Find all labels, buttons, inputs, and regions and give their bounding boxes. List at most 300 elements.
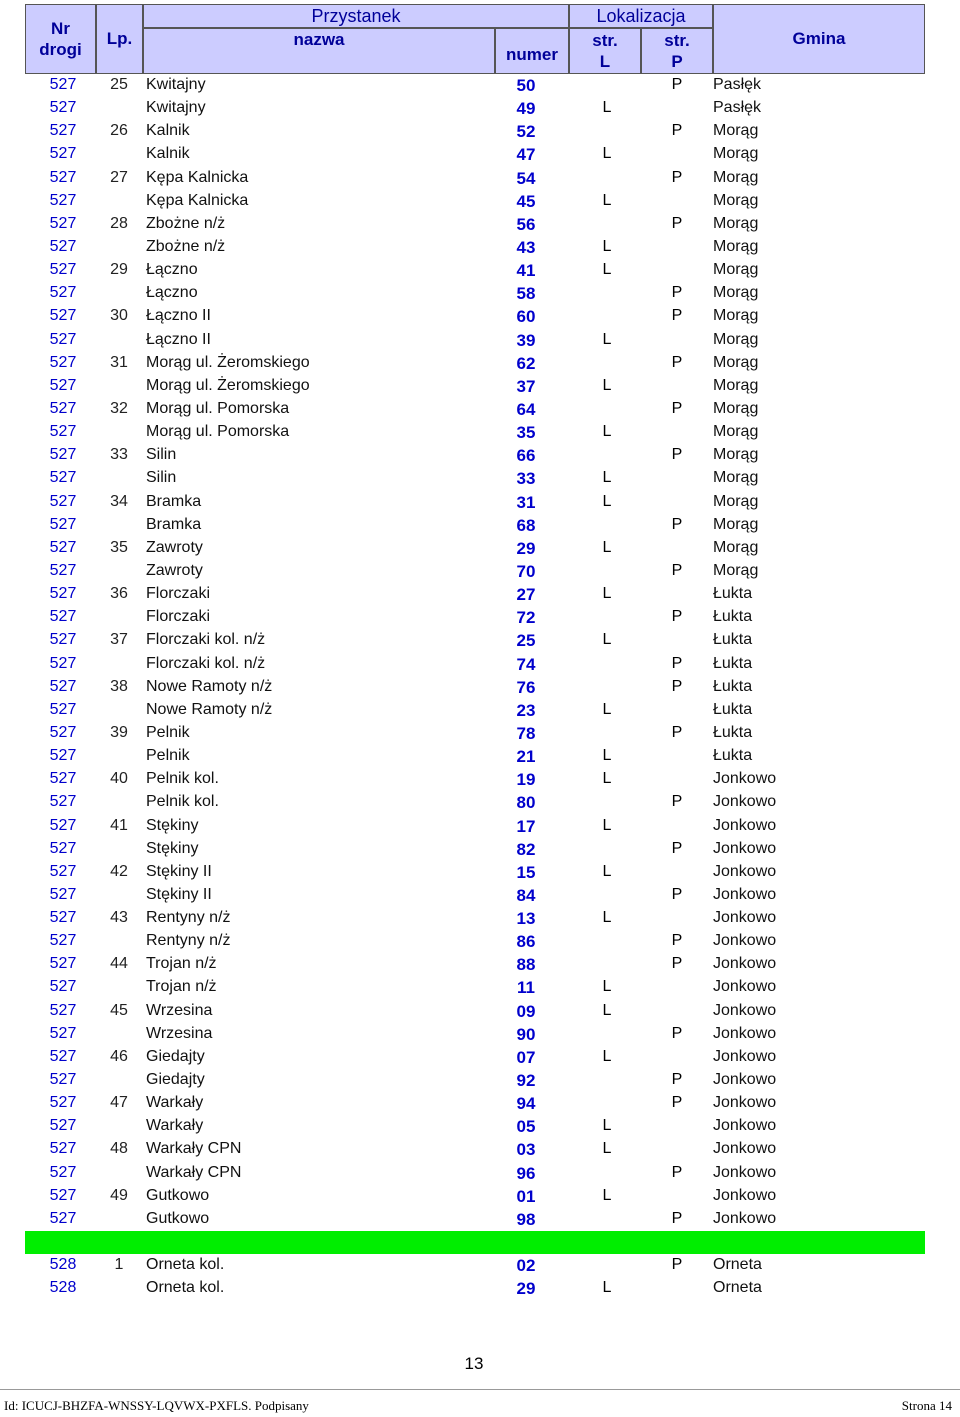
cell-nazwa: Zawroty <box>146 561 203 579</box>
cell-nr-drogi: 527 <box>49 538 77 556</box>
cell-gmina: Morąg <box>713 376 759 394</box>
table-row <box>25 1138 925 1161</box>
cell-nazwa: Morąg ul. Pomorska <box>146 399 290 417</box>
cell-nazwa: Stękiny <box>146 816 199 834</box>
cell-str-l: L <box>602 237 612 255</box>
cell-str-l: L <box>602 770 612 788</box>
cell-str-p: P <box>671 1024 683 1042</box>
cell-nazwa: Pelnik kol. <box>146 770 219 788</box>
table-row <box>25 1069 925 1092</box>
cell-nr-drogi: 527 <box>49 1209 77 1227</box>
cell-nazwa: Silin <box>146 446 177 464</box>
cell-lp: 41 <box>110 816 128 834</box>
cell-nazwa: Wrzesina <box>146 1001 213 1019</box>
cell-str-l: L <box>602 1186 612 1204</box>
cell-numer: 19 <box>516 770 536 790</box>
cell-nr-drogi: 527 <box>49 145 77 163</box>
cell-gmina: Morąg <box>713 122 759 140</box>
cell-numer: 13 <box>516 909 536 929</box>
cell-nr-drogi: 527 <box>49 793 77 811</box>
cell-nazwa: Kępa Kalnicka <box>146 168 249 186</box>
cell-numer: 82 <box>516 839 536 859</box>
cell-nr-drogi: 527 <box>49 1001 77 1019</box>
cell-gmina: Jonkowo <box>713 1001 777 1019</box>
cell-numer: 35 <box>516 423 536 443</box>
cell-nr-drogi: 527 <box>49 932 77 950</box>
road-separator <box>25 1231 925 1254</box>
cell-str-p: P <box>671 284 683 302</box>
cell-nazwa: Bramka <box>146 515 202 533</box>
cell-lp: 43 <box>110 909 128 927</box>
cell-gmina: Łukta <box>713 700 753 718</box>
cell-lp: 28 <box>110 214 128 232</box>
cell-str-p: P <box>671 723 683 741</box>
cell-nr-drogi: 527 <box>49 469 77 487</box>
cell-nr-drogi: 527 <box>49 1094 77 1112</box>
cell-gmina: Jonkowo <box>713 978 777 996</box>
table-row <box>25 930 925 953</box>
cell-nazwa: Stękiny II <box>146 885 212 903</box>
cell-nazwa: Trojan n/ż <box>146 978 217 996</box>
cell-numer: 50 <box>516 76 536 95</box>
cell-nazwa: Florczaki <box>146 608 211 626</box>
cell-gmina: Jonkowo <box>713 1047 777 1065</box>
cell-numer: 01 <box>516 1186 536 1206</box>
cell-nr-drogi: 527 <box>49 191 77 209</box>
table-row <box>25 305 925 328</box>
table-row <box>25 907 925 930</box>
cell-gmina: Łukta <box>713 585 753 603</box>
cell-gmina: Orneta <box>713 1256 762 1274</box>
cell-nr-drogi: 527 <box>49 168 77 186</box>
cell-str-p: P <box>671 353 683 371</box>
cell-gmina: Morąg <box>713 261 759 279</box>
table-row <box>25 329 925 352</box>
cell-str-p: P <box>671 932 683 950</box>
cell-numer: 66 <box>516 446 536 466</box>
cell-str-l: L <box>602 1047 612 1065</box>
cell-numer: 64 <box>516 399 536 419</box>
cell-numer: 68 <box>516 515 536 535</box>
cell-gmina: Jonkowo <box>713 1163 777 1181</box>
cell-str-p: P <box>671 1071 683 1089</box>
cell-numer: 37 <box>516 376 536 396</box>
cell-numer: 54 <box>516 168 536 188</box>
cell-str-l: L <box>602 145 612 163</box>
header-str-l <box>569 28 641 74</box>
table-row <box>25 1254 925 1277</box>
cell-gmina: Jonkowo <box>713 885 777 903</box>
cell-gmina: Jonkowo <box>713 862 777 880</box>
table-row <box>25 653 925 676</box>
table-row <box>25 861 925 884</box>
footer-divider <box>0 1389 960 1390</box>
cell-nr-drogi: 527 <box>49 376 77 394</box>
cell-gmina: Morąg <box>713 168 759 186</box>
table-row <box>25 491 925 514</box>
table-row <box>25 143 925 166</box>
cell-gmina: Jonkowo <box>713 909 777 927</box>
table-row <box>25 976 925 999</box>
cell-lp: 38 <box>110 677 128 695</box>
cell-numer: 58 <box>516 284 536 304</box>
cell-str-l: L <box>602 376 612 394</box>
cell-gmina: Jonkowo <box>713 1024 777 1042</box>
cell-numer: 74 <box>516 654 536 674</box>
cell-str-l: L <box>602 816 612 834</box>
cell-nr-drogi: 527 <box>49 307 77 325</box>
cell-str-p: P <box>671 654 683 672</box>
cell-nr-drogi: 527 <box>49 284 77 302</box>
cell-str-l: L <box>602 1001 612 1019</box>
cell-numer: 88 <box>516 955 536 975</box>
cell-gmina: Łukta <box>713 654 753 672</box>
cell-lp: 42 <box>110 862 128 880</box>
cell-str-l: L <box>602 585 612 603</box>
header-nazwa-spacer <box>143 51 495 74</box>
cell-nr-drogi: 527 <box>49 654 77 672</box>
cell-str-l: L <box>602 469 612 487</box>
cell-nr-drogi: 527 <box>49 1163 77 1181</box>
cell-str-l: L <box>602 631 612 649</box>
cell-nazwa: Giedajty <box>146 1071 205 1089</box>
cell-lp: 49 <box>110 1186 128 1204</box>
cell-numer: 39 <box>516 330 536 350</box>
table-row <box>25 676 925 699</box>
cell-numer: 33 <box>516 469 536 489</box>
cell-nr-drogi: 527 <box>49 399 77 417</box>
cell-numer: 60 <box>516 307 536 327</box>
header-nazwa-label: nazwa <box>293 30 345 50</box>
header-nr-drogi <box>25 4 96 74</box>
cell-str-p: P <box>671 122 683 140</box>
cell-str-p: P <box>671 1256 683 1274</box>
cell-nr-drogi: 527 <box>49 1140 77 1158</box>
cell-nr-drogi: 527 <box>49 747 77 765</box>
cell-nr-drogi: 527 <box>49 677 77 695</box>
cell-gmina: Jonkowo <box>713 839 777 857</box>
cell-gmina: Morąg <box>713 469 759 487</box>
cell-nr-drogi: 527 <box>49 1186 77 1204</box>
cell-nazwa: Orneta kol. <box>146 1256 225 1274</box>
footer-document-id: Id: ICUCJ-BHZFA-WNSSY-LQVWX-PXFLS. Podpisany <box>4 1398 309 1413</box>
cell-lp: 47 <box>110 1094 128 1112</box>
cell-nazwa: Florczaki <box>146 585 211 603</box>
cell-numer: 43 <box>516 237 536 257</box>
stops-table <box>25 4 925 1300</box>
cell-lp: 36 <box>110 585 128 603</box>
cell-nr-drogi: 527 <box>49 608 77 626</box>
cell-nazwa: Kwitajny <box>146 99 206 117</box>
cell-lp: 40 <box>110 770 128 788</box>
cell-str-p: P <box>671 561 683 579</box>
cell-numer: 94 <box>516 1094 536 1114</box>
table-row <box>25 352 925 375</box>
cell-str-l: L <box>602 538 612 556</box>
cell-nazwa: Łączno II <box>146 330 211 348</box>
cell-nr-drogi: 527 <box>49 76 77 93</box>
cell-lp: 44 <box>110 955 128 973</box>
table-row <box>25 884 925 907</box>
header-lokalizacja <box>569 4 713 28</box>
cell-str-p: P <box>671 399 683 417</box>
cell-nr-drogi: 527 <box>49 909 77 927</box>
cell-str-p: P <box>671 677 683 695</box>
cell-str-l: L <box>602 261 612 279</box>
cell-numer: 21 <box>516 747 536 767</box>
table-row <box>25 236 925 259</box>
cell-nazwa: Warkały <box>146 1117 204 1135</box>
table-row <box>25 514 925 537</box>
cell-nr-drogi: 527 <box>49 492 77 510</box>
header-str-l-top: str. <box>592 30 618 50</box>
cell-gmina: Morąg <box>713 561 759 579</box>
cell-numer: 49 <box>516 99 536 119</box>
cell-str-p: P <box>671 214 683 232</box>
table-row <box>25 467 925 490</box>
cell-str-p: P <box>671 885 683 903</box>
cell-numer: 41 <box>516 261 536 281</box>
cell-str-l: L <box>602 1140 612 1158</box>
table-row <box>25 421 925 444</box>
cell-gmina: Pasłęk <box>713 76 762 93</box>
cell-numer: 29 <box>516 538 536 558</box>
table-body <box>25 74 925 1300</box>
cell-lp: 37 <box>110 631 128 649</box>
cell-gmina: Morąg <box>713 237 759 255</box>
table-row <box>25 629 925 652</box>
cell-nr-drogi: 528 <box>49 1279 77 1297</box>
table-row <box>25 560 925 583</box>
table-row <box>25 398 925 421</box>
table-row <box>25 1092 925 1115</box>
cell-gmina: Morąg <box>713 515 759 533</box>
cell-str-p: P <box>671 1209 683 1227</box>
table-row <box>25 282 925 305</box>
cell-lp: 48 <box>110 1140 128 1158</box>
cell-nazwa: Warkały CPN <box>146 1140 242 1158</box>
cell-numer: 72 <box>516 608 536 628</box>
cell-lp: 29 <box>110 261 128 279</box>
cell-numer: 92 <box>516 1071 536 1091</box>
header-lokalizacja-label: Lokalizacja <box>596 5 686 26</box>
cell-numer: 27 <box>516 585 536 605</box>
cell-lp: 25 <box>110 76 128 93</box>
cell-nazwa: Nowe Ramoty n/ż <box>146 677 273 695</box>
header-przystanek <box>143 4 569 28</box>
cell-nazwa: Florczaki kol. n/ż <box>146 654 266 672</box>
table-row <box>25 167 925 190</box>
cell-str-p: P <box>671 446 683 464</box>
cell-lp: 39 <box>110 723 128 741</box>
cell-str-l: L <box>602 330 612 348</box>
cell-lp: 33 <box>110 446 128 464</box>
cell-numer: 56 <box>516 214 536 234</box>
header-gmina <box>713 4 925 74</box>
cell-nazwa: Rentyny n/ż <box>146 909 231 927</box>
cell-nazwa: Pelnik <box>146 747 190 765</box>
cell-nr-drogi: 527 <box>49 839 77 857</box>
cell-nazwa: Warkały <box>146 1094 204 1112</box>
cell-gmina: Morąg <box>713 330 759 348</box>
cell-nr-drogi: 527 <box>49 237 77 255</box>
cell-lp: 27 <box>110 168 128 186</box>
table-row <box>25 1162 925 1185</box>
cell-gmina: Morąg <box>713 446 759 464</box>
cell-lp: 26 <box>110 122 128 140</box>
cell-gmina: Orneta <box>713 1279 762 1297</box>
table-row <box>25 1208 925 1231</box>
cell-nr-drogi: 527 <box>49 723 77 741</box>
table-row <box>25 444 925 467</box>
cell-nazwa: Kępa Kalnicka <box>146 191 249 209</box>
cell-lp: 31 <box>110 353 128 371</box>
cell-str-p: P <box>671 76 683 93</box>
cell-nr-drogi: 527 <box>49 1024 77 1042</box>
cell-lp: 32 <box>110 399 128 417</box>
cell-str-l: L <box>602 978 612 996</box>
table-row <box>25 1023 925 1046</box>
cell-gmina: Łukta <box>713 608 753 626</box>
table-row <box>25 74 925 97</box>
cell-str-p: P <box>671 1163 683 1181</box>
page-number: 13 <box>464 1354 484 1373</box>
cell-nr-drogi: 527 <box>49 885 77 903</box>
cell-lp: 30 <box>110 307 128 325</box>
cell-gmina: Jonkowo <box>713 1186 777 1204</box>
cell-nazwa: Rentyny n/ż <box>146 932 231 950</box>
cell-nr-drogi: 527 <box>49 862 77 880</box>
cell-numer: 17 <box>516 816 536 836</box>
cell-nazwa: Giedajty <box>146 1047 205 1065</box>
cell-nazwa: Morąg ul. Pomorska <box>146 423 290 441</box>
cell-nazwa: Orneta kol. <box>146 1279 225 1297</box>
cell-gmina: Łukta <box>713 631 753 649</box>
table-row <box>25 583 925 606</box>
cell-numer: 25 <box>516 631 536 651</box>
cell-nr-drogi: 527 <box>49 561 77 579</box>
table-row <box>25 745 925 768</box>
header-str-l-bottom: L <box>599 52 611 71</box>
cell-numer: 98 <box>516 1209 536 1229</box>
cell-numer: 05 <box>516 1117 536 1137</box>
table-row <box>25 537 925 560</box>
cell-str-p: P <box>671 955 683 973</box>
cell-gmina: Morąg <box>713 191 759 209</box>
cell-str-l: L <box>602 1279 612 1297</box>
cell-str-l: L <box>602 862 612 880</box>
header-str-p <box>641 28 713 74</box>
cell-gmina: Morąg <box>713 214 759 232</box>
cell-nazwa: Stękiny <box>146 839 199 857</box>
table-row <box>25 1046 925 1069</box>
cell-numer: 47 <box>516 145 536 165</box>
cell-str-l: L <box>602 191 612 209</box>
table-row <box>25 699 925 722</box>
cell-numer: 84 <box>516 885 536 905</box>
cell-str-p: P <box>671 307 683 325</box>
table-row <box>25 838 925 861</box>
cell-numer: 23 <box>516 700 536 720</box>
cell-gmina: Morąg <box>713 399 759 417</box>
table-row <box>25 953 925 976</box>
cell-gmina: Morąg <box>713 307 759 325</box>
cell-nazwa: Łączno II <box>146 307 211 325</box>
cell-nazwa: Warkały CPN <box>146 1163 242 1181</box>
cell-numer: 70 <box>516 561 536 581</box>
table-row <box>25 1000 925 1023</box>
cell-gmina: Morąg <box>713 353 759 371</box>
cell-gmina: Pasłęk <box>713 99 762 117</box>
cell-gmina: Jonkowo <box>713 1209 777 1227</box>
header-przystanek-label: Przystanek <box>311 5 401 26</box>
cell-nazwa: Łączno <box>146 261 198 279</box>
cell-gmina: Jonkowo <box>713 1117 777 1135</box>
cell-nazwa: Gutkowo <box>146 1209 210 1227</box>
cell-str-l: L <box>602 423 612 441</box>
cell-nazwa: Trojan n/ż <box>146 955 217 973</box>
cell-str-p: P <box>671 168 683 186</box>
cell-gmina: Jonkowo <box>713 1071 777 1089</box>
table-row <box>25 375 925 398</box>
cell-lp: 1 <box>114 1256 124 1274</box>
cell-nr-drogi: 527 <box>49 99 77 117</box>
cell-nr-drogi: 527 <box>49 1071 77 1089</box>
cell-nazwa: Bramka <box>146 492 202 510</box>
table-row <box>25 1277 925 1300</box>
cell-gmina: Morąg <box>713 423 759 441</box>
table-row <box>25 259 925 282</box>
cell-numer: 11 <box>517 978 535 998</box>
cell-nazwa: Stękiny II <box>146 862 212 880</box>
cell-numer: 76 <box>516 677 536 697</box>
cell-str-p: P <box>671 839 683 857</box>
cell-numer: 03 <box>516 1140 536 1160</box>
cell-str-p: P <box>671 515 683 533</box>
cell-lp: 34 <box>110 492 128 510</box>
cell-nr-drogi: 527 <box>49 1117 77 1135</box>
table-row <box>25 213 925 236</box>
cell-str-p: P <box>671 793 683 811</box>
cell-gmina: Morąg <box>713 145 759 163</box>
cell-lp: 35 <box>110 538 128 556</box>
cell-nazwa: Zbożne n/ż <box>146 214 226 232</box>
cell-gmina: Jonkowo <box>713 1140 777 1158</box>
table-row <box>25 815 925 838</box>
header-numer <box>495 28 569 74</box>
cell-nazwa: Łączno <box>146 284 198 302</box>
header-numer-label: numer <box>506 44 558 64</box>
cell-str-l: L <box>602 99 612 117</box>
cell-str-l: L <box>602 747 612 765</box>
cell-numer: 90 <box>516 1024 536 1044</box>
header-nazwa <box>143 28 495 51</box>
cell-nazwa: Morąg ul. Żeromskiego <box>146 353 310 371</box>
footer-page-label: Strona 14 <box>901 1398 952 1413</box>
cell-nr-drogi: 528 <box>49 1256 77 1274</box>
header-lp <box>96 4 143 74</box>
table-row <box>25 97 925 120</box>
cell-nr-drogi: 527 <box>49 353 77 371</box>
cell-nazwa: Morąg ul. Żeromskiego <box>146 376 310 394</box>
cell-numer: 78 <box>516 723 536 743</box>
cell-nazwa: Pelnik <box>146 723 190 741</box>
cell-nazwa: Zawroty <box>146 538 203 556</box>
cell-numer: 31 <box>516 492 536 512</box>
table-row <box>25 791 925 814</box>
cell-nr-drogi: 527 <box>49 122 77 140</box>
cell-numer: 62 <box>516 353 536 373</box>
